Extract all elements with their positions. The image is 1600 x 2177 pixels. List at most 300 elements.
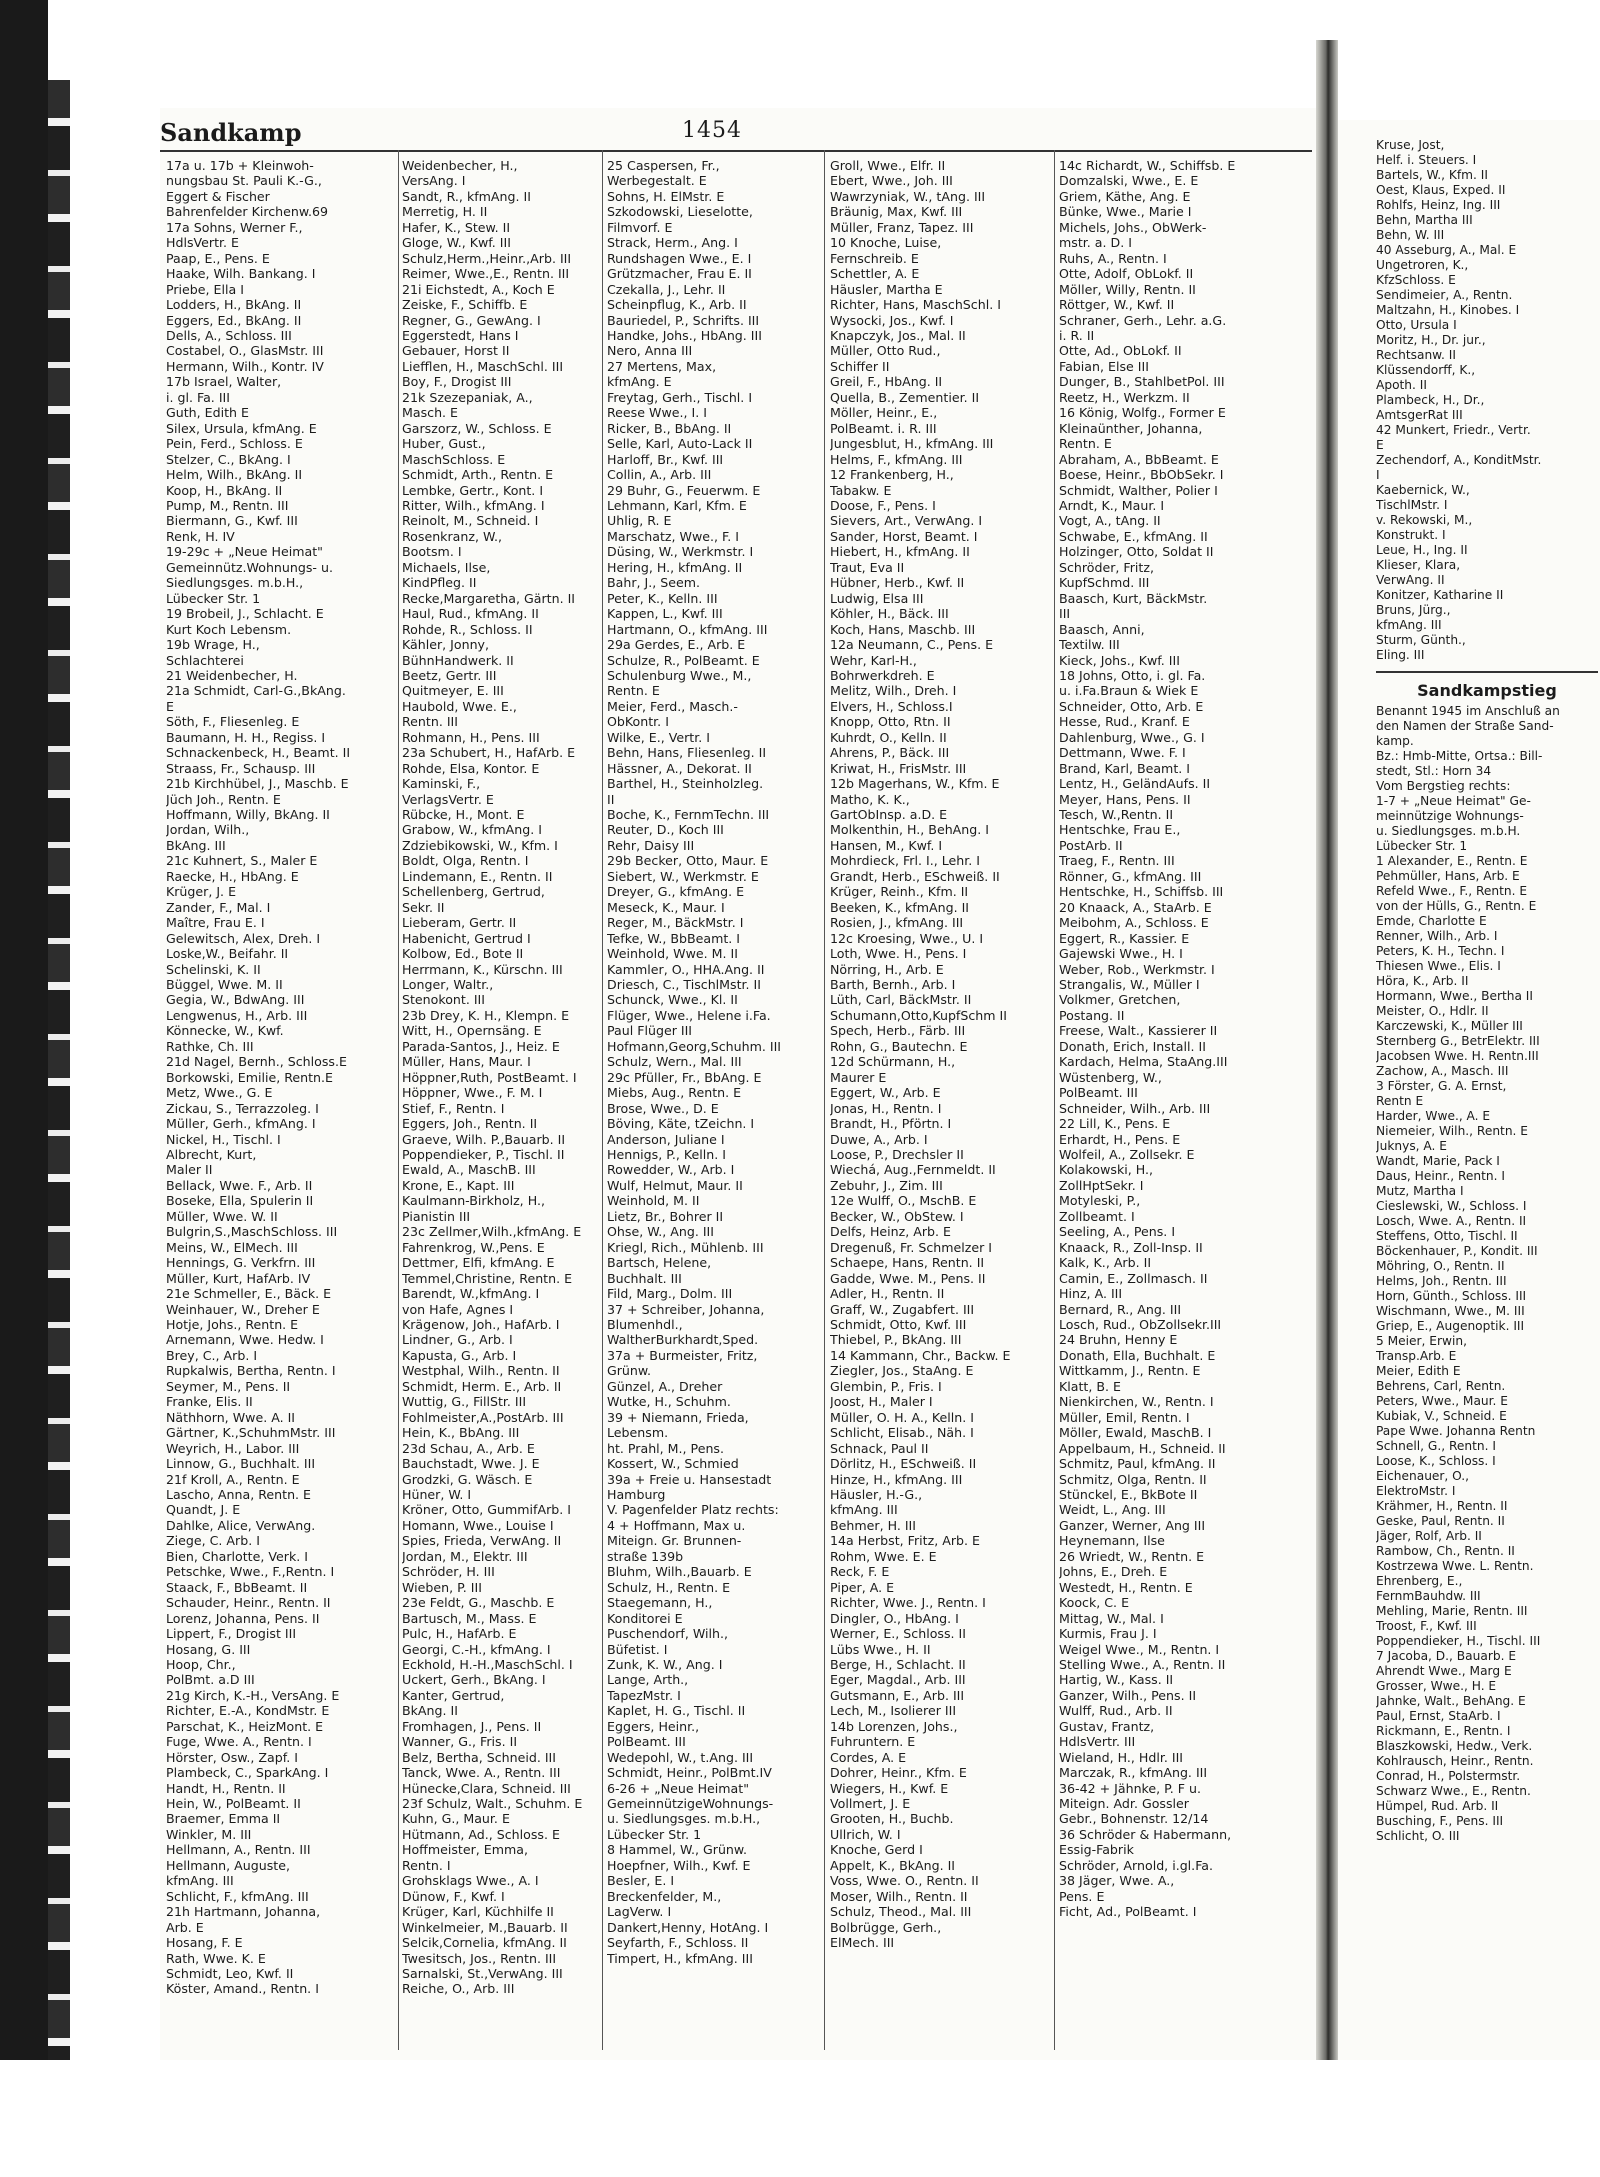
directory-entry: Weidt, L., Ang. III	[1059, 1502, 1166, 1518]
directory-entry: Behrens, Carl, Rentn.	[1376, 1379, 1506, 1393]
directory-entry: Michaels, Ilse,	[402, 559, 491, 575]
directory-entry: Meseck, K., Maur. I	[607, 899, 725, 915]
directory-entry: Eggers, Joh., Rentn. II	[402, 1116, 538, 1132]
directory-entry: 40 Asseburg, A., Mal. E	[1376, 243, 1517, 257]
directory-entry: Könnecke, W., Kwf.	[166, 1023, 284, 1039]
directory-entry: Ganzer, Wilh., Pens. II	[1059, 1687, 1197, 1703]
directory-entry: Hiebert, H., kfmAng. II	[830, 544, 970, 560]
directory-entry: 29a Gerdes, E., Arb. E	[607, 637, 746, 653]
street-title: Sandkamp	[160, 118, 302, 147]
directory-entry: Strack, Herm., Ang. I	[607, 235, 738, 251]
directory-entry: Uckert, Gerh., BkAng. I	[402, 1672, 546, 1688]
directory-entry: 19 Brobeil, J., Schlacht. E	[166, 606, 324, 622]
directory-entry: Seymer, M., Pens. II	[166, 1378, 291, 1394]
directory-entry: Böving, Käte, tZeichn. I	[607, 1116, 755, 1132]
directory-entry: Hünecke,Clara, Schneid. III	[402, 1780, 571, 1796]
directory-entry: Gloge, W., Kwf. III	[402, 235, 511, 251]
directory-entry: I	[1376, 468, 1380, 482]
directory-entry: Nienkirchen, W., Rentn. I	[1059, 1394, 1214, 1410]
directory-entry: Wawrzyniak, W., tAng. III	[830, 188, 986, 204]
directory-entry: Koock, C. E	[1059, 1595, 1130, 1611]
directory-entry: KindPfleg. II	[402, 575, 477, 591]
directory-entry: Gebauer, Horst II	[402, 343, 510, 359]
directory-entry: Dankert,Henny, HotAng. I	[607, 1919, 769, 1935]
directory-entry: Otto, Ursula I	[1376, 318, 1457, 332]
directory-entry: Schulz, Wern., Mal. III	[607, 1054, 742, 1070]
directory-entry: Lodders, H., BkAng. II	[166, 297, 302, 313]
directory-entry: Hellmann, Auguste,	[166, 1857, 290, 1873]
directory-entry: Poppendieker, H., Tischl. III	[1376, 1634, 1541, 1648]
directory-entry: Hermann, Wilh., Kontr. IV	[166, 358, 324, 374]
directory-entry: Stenokont. III	[402, 992, 485, 1008]
directory-entry: Schröder, Arnold, i.gl.Fa.	[1059, 1857, 1213, 1873]
directory-entry: Lentz, H., GeländAufs. II	[1059, 776, 1211, 792]
directory-entry: Busching, F., Pens. III	[1376, 1814, 1504, 1828]
directory-entry: Rosien, J., kfmAng. III	[830, 915, 964, 931]
directory-entry: Konitzer, Katharine II	[1376, 588, 1504, 602]
directory-entry: Lindner, G., Arb. I	[402, 1332, 513, 1348]
directory-entry: Blaszkowski, Hedw., Verk.	[1376, 1739, 1533, 1753]
directory-entry: Meins, W., ElMech. III	[166, 1239, 298, 1255]
directory-entry: Jordan, Wilh.,	[166, 822, 250, 838]
directory-entry: Essig-Fabrik	[1059, 1842, 1134, 1858]
directory-entry: Puschendorf, Wilh.,	[607, 1626, 729, 1642]
directory-entry: Rehr, Daisy III	[607, 837, 695, 853]
directory-entry: Hennings, G. Verkfrn. III	[166, 1255, 316, 1271]
directory-entry: 6-26 + „Neue Heimat"	[607, 1780, 749, 1796]
directory-entry: Haubold, Wwe. E.,	[402, 698, 517, 714]
directory-entry: Quella, B., Zementier. II	[830, 389, 980, 405]
directory-entry: Melitz, Wilh., Dreh. I	[830, 683, 957, 699]
directory-entry: Bünke, Wwe., Marie I	[1059, 204, 1192, 220]
directory-entry: Ricker, B., BbAng. II	[607, 420, 732, 436]
directory-entry: Wieben, P. III	[402, 1579, 482, 1595]
directory-entry: Metz, Wwe., G. E	[166, 1085, 273, 1101]
directory-entry: Hinze, H., kfmAng. III	[830, 1471, 963, 1487]
directory-entry: Filmvorf. E	[607, 219, 673, 235]
directory-entry: Franke, Elis. II	[166, 1394, 253, 1410]
directory-entry: Häusler, Martha E	[830, 281, 943, 297]
directory-entry: Selcik,Cornelia, kfmAng. II	[402, 1935, 567, 1951]
directory-entry: Paul, Ernst, StaArb. I	[1376, 1709, 1501, 1723]
directory-entry: Tesch, W.,Rentn. II	[1059, 807, 1174, 823]
directory-entry: Wulff, Rud., Arb. II	[1059, 1703, 1173, 1719]
directory-entry: Garszorz, W., Schloss. E	[402, 420, 552, 436]
directory-entry: Dells, A., Schloss. III	[166, 327, 292, 343]
directory-entry: Sendimeier, A., Rentn.	[1376, 288, 1513, 302]
directory-entry: 21d Nagel, Bernh., Schloss.E	[166, 1054, 347, 1070]
directory-entry: Rentn. III	[402, 714, 458, 730]
directory-entry: kfmAng. III	[1376, 618, 1442, 632]
directory-entry: Greil, F., HbAng. II	[830, 374, 943, 390]
directory-entry: Vogt, A., tAng. II	[1059, 513, 1161, 529]
directory-entry: Rentn. I	[402, 1857, 451, 1873]
directory-entry: 12b Magerhans, W., Kfm. E	[830, 776, 1000, 792]
directory-entry: Höppner,Ruth, PostBeamt. I	[402, 1069, 577, 1085]
directory-entry: Söth, F., Fliesenleg. E	[166, 714, 300, 730]
directory-entry: 23a Schubert, H., HafArb. E	[402, 745, 576, 761]
directory-entry: 25 Caspersen, Fr.,	[607, 158, 720, 173]
directory-entry: Schunck, Wwe., Kl. II	[607, 992, 738, 1008]
directory-entry: Eggerstedt, Hans I	[402, 327, 519, 343]
directory-entry: 8 Hammel, W., Grünw.	[607, 1842, 748, 1858]
directory-entry: Pianistin III	[402, 1208, 471, 1224]
directory-entry: Hansen, M., Kwf. I	[830, 837, 943, 853]
directory-entry: PolBeamt. i. R. III	[830, 420, 937, 436]
directory-entry: Bulgrin,S.,MaschSchloss. III	[166, 1224, 338, 1240]
directory-entry: Donath, Erich, Install. II	[1059, 1038, 1206, 1054]
directory-entry: Müller, Kurt, HafArb. IV	[166, 1270, 311, 1286]
column-divider	[602, 150, 603, 2050]
directory-entry: Richter, Wwe. J., Rentn. I	[830, 1595, 986, 1611]
directory-entry: Sekr. II	[402, 899, 445, 915]
directory-entry: Schelinski, K. II	[166, 961, 261, 977]
directory-entry: Bolbrügge, Gerh.,	[830, 1919, 942, 1935]
directory-entry: 12c Kroesing, Wwe., U. I	[830, 930, 984, 946]
directory-entry: Zachow, A., Masch. III	[1376, 1064, 1509, 1078]
directory-entry: Hellmann, A., Rentn. III	[166, 1842, 311, 1858]
directory-entry: Parschat, K., HeizMont. E	[166, 1718, 324, 1734]
directory-entry: Apoth. II	[1376, 378, 1427, 392]
directory-entry: Masch. E	[402, 405, 459, 421]
directory-entry: Ritter, Wilh., kfmAng. I	[402, 497, 545, 513]
directory-entry: Mutz, Martha I	[1376, 1184, 1464, 1198]
directory-entry: Pein, Ferd., Schloss. E	[166, 436, 303, 452]
directory-entry: Baumann, H. H., Regiss. I	[166, 729, 326, 745]
directory-entry: ZollHptSekr. I	[1059, 1177, 1144, 1193]
directory-entry: Tanck, Wwe. A., Rentn. III	[402, 1765, 561, 1781]
directory-entry: Schulze, R., PolBeamt. E	[607, 652, 760, 668]
directory-entry: Moser, Wilh., Rentn. II	[830, 1888, 968, 1904]
directory-entry: Haul, Rud., kfmAng. II	[402, 606, 539, 622]
directory-entry: Boseke, Ella, Spulerin II	[166, 1193, 314, 1209]
directory-entry: Lübecker Str. 1	[607, 1826, 702, 1842]
directory-entry: Molkenthin, H., BehAng. I	[830, 822, 989, 838]
directory-entry: PolBeamt. III	[1059, 1085, 1138, 1101]
directory-entry: Wilke, E., Vertr. I	[607, 729, 710, 745]
directory-entry: Harloff, Br., Kwf. III	[607, 451, 724, 467]
directory-entry: Heynemann, Ilse	[1059, 1533, 1165, 1549]
directory-entry: Pape Wwe. Johanna Rentn	[1376, 1424, 1536, 1438]
directory-entry: i. gl. Fa. III	[166, 389, 230, 405]
directory-entry: 21f Kroll, A., Rentn. E	[166, 1471, 300, 1487]
directory-entry: VersAng. I	[402, 173, 466, 189]
directory-entry: Anderson, Juliane I	[607, 1131, 725, 1147]
directory-entry: Schlachterei	[166, 652, 244, 668]
directory-entry: Priebe, Ella I	[166, 281, 244, 297]
directory-entry: Dettmann, Wwe. F. I	[1059, 745, 1186, 761]
directory-entry: Klatt, B. E	[1059, 1378, 1121, 1394]
directory-entry: Tefke, W., BbBeamt. I	[607, 930, 741, 946]
directory-entry: Möller, Heinr., E.,	[830, 405, 938, 421]
directory-entry: Häusler, H.-G.,	[830, 1486, 923, 1502]
directory-entry: Sander, Horst, Beamt. I	[830, 528, 978, 544]
directory-entry: 23f Schulz, Walt., Schuhm. E	[402, 1796, 583, 1812]
directory-entry: Rundshagen Wwe., E. I	[607, 250, 752, 266]
directory-entry: Linnow, G., Buchhalt. III	[166, 1456, 316, 1472]
directory-entry: Ludwig, Elsa III	[830, 590, 924, 606]
directory-entry: Schnackenbeck, H., Beamt. II	[166, 745, 351, 761]
section-heading: Sandkampstieg	[1376, 671, 1598, 698]
directory-entry: Koop, H., BkAng. II	[166, 482, 283, 498]
directory-entry: Winkler, M. III	[166, 1826, 252, 1842]
directory-entry: Daus, Heinr., Rentn. I	[1376, 1169, 1505, 1183]
directory-entry: Lorenz, Johanna, Pens. II	[166, 1610, 320, 1626]
directory-entry: Adler, H., Rentn. II	[830, 1286, 945, 1302]
directory-entry: Rowedder, W., Arb. I	[607, 1162, 735, 1178]
directory-entry: Gelewitsch, Alex, Dreh. I	[166, 930, 321, 946]
directory-entry: Müller, Wwe. W. II	[166, 1208, 278, 1224]
directory-entry: Parada-Santos, J., Heiz. E	[402, 1038, 560, 1054]
page-header	[160, 118, 1320, 152]
directory-entry: Ahrens, P., Bäck. III	[830, 745, 950, 761]
directory-entry: Kossert, W., Schmied	[607, 1456, 739, 1472]
directory-entry: Näthhorn, Wwe. A. II	[166, 1409, 296, 1425]
directory-entry: Gutsmann, E., Arb. III	[830, 1687, 965, 1703]
directory-entry: Steffens, Otto, Tischl. II	[1376, 1229, 1518, 1243]
directory-entry: Fahrenkrog, W.,Pens. E	[402, 1239, 545, 1255]
directory-entry: Kolakowski, H.,	[1059, 1162, 1154, 1178]
directory-entry: Oest, Klaus, Exped. II	[1376, 183, 1506, 197]
directory-entry: Michels, Johs., ObWerk-	[1059, 219, 1207, 235]
directory-entry: Niemeier, Wilh., Rentn. E	[1376, 1124, 1529, 1138]
directory-entry: Eggers, Heinr.,	[607, 1718, 700, 1734]
directory-entry: Boche, K., FernmTechn. III	[607, 807, 770, 823]
directory-entry: Maître, Frau E. I	[166, 915, 265, 931]
directory-entry: Dingler, O., HbAng. I	[830, 1610, 959, 1626]
directory-entry: den Namen der Straße Sand-	[1376, 719, 1554, 733]
directory-entry: Traut, Eva II	[830, 559, 905, 575]
directory-entry: 17b Israel, Walter,	[166, 374, 282, 390]
directory-entry: Köhler, H., Bäck. III	[830, 606, 949, 622]
directory-entry: LagVerw. I	[607, 1904, 672, 1920]
directory-entry: Gemeinnütz.Wohnungs- u.	[166, 559, 333, 575]
directory-entry: Hein, W., PolBeamt. II	[166, 1796, 301, 1812]
directory-entry: Schröder, Fritz,	[1059, 559, 1154, 575]
directory-entry: kfmAng. III	[830, 1502, 898, 1518]
directory-entry: Fohlmeister,A.,PostArb. III	[402, 1409, 564, 1425]
directory-entry: kamp.	[1376, 734, 1414, 748]
directory-entry: Conrad, H., Polstermstr.	[1376, 1769, 1521, 1783]
directory-entry: Günzel, A., Dreher	[607, 1378, 723, 1394]
directory-entry: Dünow, F., Kwf. I	[402, 1888, 505, 1904]
directory-entry: 39 + Niemann, Frieda,	[607, 1409, 749, 1425]
directory-entry: Lengwenus, H., Arb. III	[166, 1007, 308, 1023]
directory-entry: Lange, Arth.,	[607, 1672, 689, 1688]
directory-entry: Scheinpflug, K., Arb. II	[607, 297, 747, 313]
directory-entry: Krüger, Karl, Küchhilfe II	[402, 1904, 554, 1920]
directory-entry: Bernard, R., Ang. III	[1059, 1301, 1182, 1317]
column-divider	[398, 150, 399, 2050]
directory-entry: Wüstenberg, W.,	[1059, 1069, 1162, 1085]
directory-entry: Bootsm. I	[402, 544, 462, 560]
directory-entry: Zechendorf, A., KonditMstr.	[1376, 453, 1542, 467]
directory-entry: Kähler, Jonny,	[402, 637, 490, 653]
directory-entry: Hübner, Herb., Kwf. II	[830, 575, 965, 591]
directory-entry: KupfSchmd. III	[1059, 575, 1150, 591]
directory-entry: Staegemann, H.,	[607, 1595, 713, 1611]
directory-entry: 5 Meier, Erwin,	[1376, 1334, 1467, 1348]
directory-entry: Collin, A., Arb. III	[607, 467, 712, 483]
directory-entry: Postang. II	[1059, 1007, 1125, 1023]
directory-entry: Rohde, Elsa, Kontor. E	[402, 760, 540, 776]
directory-entry: Camin, E., Zollmasch. II	[1059, 1270, 1208, 1286]
directory-entry: Richter, Hans, MaschSchl. I	[830, 297, 1001, 313]
directory-entry: Czekalla, J., Lehr. II	[607, 281, 726, 297]
directory-entry: 14b Lorenzen, Johs.,	[830, 1718, 958, 1734]
directory-entry: Bartels, W., Kfm. II	[1376, 168, 1488, 182]
directory-entry: Ehrenberg, E.,	[1376, 1574, 1463, 1588]
directory-entry: Matho, K. K.,	[830, 791, 910, 807]
directory-entry: Georgi, C.-H., kfmAng. I	[402, 1641, 551, 1657]
directory-entry: Ebert, Wwe., Joh. III	[830, 173, 953, 189]
directory-entry: Gadde, Wwe. M., Pens. II	[830, 1270, 986, 1286]
directory-entry: Wieland, H., Hdlr. III	[1059, 1749, 1184, 1765]
directory-entry: Wulf, Helmut, Maur. II	[607, 1177, 743, 1193]
directory-entry: Lehmann, Karl, Kfm. E	[607, 497, 747, 513]
directory-entry: Loske,W., Beifahr. II	[166, 946, 289, 962]
directory-entry: Miebs, Aug., Rentn. E	[607, 1085, 742, 1101]
directory-entry: Weinhold, Wwe. M. II	[607, 946, 738, 962]
directory-entry: Griem, Käthe, Ang. E	[1059, 188, 1191, 204]
directory-entry: Quandt, J. E	[166, 1502, 241, 1518]
directory-entry: 21b Kirchhübel, J., Maschb. E	[166, 776, 349, 792]
directory-entry: 14c Richardt, W., Schiffsb. E	[1059, 158, 1236, 173]
directory-entry: Vom Bergstieg rechts:	[1376, 779, 1511, 793]
directory-entry: Biermann, G., Kwf. III	[166, 513, 298, 529]
directory-entry: Hormann, Wwe., Bertha II	[1376, 989, 1533, 1003]
directory-entry: Hümpel, Rud. Arb. II	[1376, 1799, 1499, 1813]
directory-entry: Maltzahn, H., Kinobes. I	[1376, 303, 1520, 317]
directory-entry: Freytag, Gerh., Tischl. I	[607, 389, 753, 405]
directory-entry: Elvers, H., Schloss.I	[830, 698, 953, 714]
directory-entry: Tabakw. E	[830, 482, 892, 498]
directory-entry: Knoche, Gerd I	[830, 1842, 923, 1858]
directory-entry: Peter, K., Kelln. III	[607, 590, 718, 606]
directory-entry: Gustav, Frantz,	[1059, 1718, 1155, 1734]
directory-entry: Spech, Herb., Färb. III	[830, 1023, 966, 1039]
directory-entry: Eger, Magdal., Arb. III	[830, 1672, 966, 1688]
directory-entry: Volkmer, Gretchen,	[1059, 992, 1181, 1008]
directory-entry: Maler II	[166, 1162, 213, 1178]
directory-entry: Böckenhauer, P., Kondit. III	[1376, 1244, 1538, 1258]
directory-entry: Recke,Margaretha, Gärtn. II	[402, 590, 576, 606]
directory-entry: Rentn E	[1376, 1094, 1424, 1108]
directory-entry: u. Siedlungsges. m.b.H.	[1376, 824, 1521, 838]
directory-entry: ElMech. III	[830, 1935, 895, 1951]
directory-entry: 21a Schmidt, Carl-G.,BkAng.	[166, 683, 346, 699]
directory-entry: Dohrer, Heinr., Kfm. E	[830, 1765, 967, 1781]
directory-entry: Doose, F., Pens. I	[830, 497, 936, 513]
directory-entry: Kurt Koch Lebensm.	[166, 621, 292, 637]
directory-entry: Schlicht, O. III	[1376, 1829, 1460, 1843]
directory-entry: 21h Hartmann, Johanna,	[166, 1904, 321, 1920]
directory-entry: Lietz, Br., Bohrer II	[607, 1208, 724, 1224]
directory-entry: Krüger, Reinh., Kfm. II	[830, 884, 969, 900]
directory-entry: Glembin, P., Fris. I	[830, 1378, 942, 1394]
directory-entry: Seeling, A., Pens. I	[1059, 1224, 1176, 1240]
directory-entry: Hamburg	[607, 1486, 666, 1502]
directory-entry: Dregenuß, Fr. Schmelzer I	[830, 1239, 993, 1255]
directory-entry: Weyrich, H., Labor. III	[166, 1440, 300, 1456]
directory-entry: Wittkamm, J., Rentn. E	[1059, 1363, 1201, 1379]
directory-entry: Donath, Ella, Buchhalt. E	[1059, 1347, 1216, 1363]
directory-entry: 12e Wulff, O., MschB. E	[830, 1193, 977, 1209]
directory-entry: Lembke, Gertr., Kont. I	[402, 482, 544, 498]
directory-entry: Rohm, Wwe. E. E	[830, 1548, 937, 1564]
directory-entry: Kuhrdt, O., Kelln. II	[830, 729, 947, 745]
directory-entry: Reuter, D., Koch III	[607, 822, 724, 838]
directory-entry: Wischmann, Wwe., M. III	[1376, 1304, 1525, 1318]
directory-entry: Wiechá, Aug.,Fernmeldt. II	[830, 1162, 996, 1178]
directory-entry: Bluhm, Wilh.,Bauarb. E	[607, 1564, 752, 1580]
directory-entry: Grünw.	[607, 1363, 652, 1379]
directory-entry: 23c Zellmer,Wilh.,kfmAng. E	[402, 1224, 582, 1240]
directory-entry: Fild, Marg., Dolm. III	[607, 1286, 733, 1302]
directory-entry: Delfs, Heinz, Arb. E	[830, 1224, 952, 1240]
directory-entry: Meier, Edith E	[1376, 1364, 1461, 1378]
directory-entry: Düsing, W., Werkmstr. I	[607, 544, 754, 560]
directory-entry: kfmAng. III	[166, 1873, 234, 1889]
directory-entry: Zickau, S., Terrazzoleg. I	[166, 1100, 319, 1116]
directory-entry: 1-7 + „Neue Heimat" Ge-	[1376, 794, 1531, 808]
directory-entry: BühnHandwerk. II	[402, 652, 514, 668]
directory-entry: Schmidt, Leo, Kwf. II	[166, 1966, 294, 1982]
directory-entry: Meibohm, A., Schloss. E	[1059, 915, 1209, 931]
directory-entry: Helms, Joh., Rentn. III	[1376, 1274, 1507, 1288]
directory-entry: Thiebel, P., BkAng. III	[830, 1332, 962, 1348]
directory-entry: 4 + Hoffmann, Max u.	[607, 1517, 746, 1533]
directory-entry: Kieck, Johs., Kwf. III	[1059, 652, 1180, 668]
directory-entry: Peters, K. H., Techn. I	[1376, 944, 1505, 958]
directory-entry: straße 139b	[607, 1548, 684, 1564]
directory-entry: Schmidt, Walther, Polier I	[1059, 482, 1218, 498]
directory-entry: Zeiske, F., Schiffb. E	[402, 297, 528, 313]
directory-entry: Schmitz, Olga, Rentn. II	[1059, 1471, 1207, 1487]
directory-entry: Bien, Charlotte, Verk. I	[166, 1548, 308, 1564]
directory-entry: Dunger, B., StahlbetPol. III	[1059, 374, 1225, 390]
directory-column-3	[607, 158, 819, 2038]
directory-entry: Eggert, W., Arb. E	[830, 1085, 941, 1101]
directory-entry: Wolfeil, A., Zollsekr. E	[1059, 1147, 1195, 1162]
directory-entry: KfzSchloss. E	[1376, 273, 1456, 287]
directory-entry: Rathke, Ch. III	[166, 1038, 254, 1054]
directory-entry: Kostrzewa Wwe. L. Rentn.	[1376, 1559, 1534, 1573]
directory-entry: Karczewski, K., Müller III	[1376, 1019, 1523, 1033]
directory-entry: Schneider, Wilh., Arb. III	[1059, 1100, 1211, 1116]
directory-entry: Leue, H., Ing. II	[1376, 543, 1468, 557]
directory-entry: Ziegler, Jos., StaAng. E	[830, 1363, 974, 1379]
book-gutter	[1316, 40, 1338, 2060]
directory-entry: Sturm, Günth.,	[1376, 633, 1466, 647]
directory-entry: Borkowski, Emilie, Rentn.E	[166, 1069, 334, 1085]
directory-entry: PolBmt. a.D III	[166, 1672, 255, 1688]
directory-entry: 39a + Freie u. Hansestadt	[607, 1471, 772, 1487]
directory-entry: VerlagsVertr. E	[402, 791, 494, 807]
directory-entry: Siebert, W., Werkmstr. E	[607, 868, 759, 884]
directory-entry: Erhardt, H., Pens. E	[1059, 1131, 1181, 1147]
directory-entry: Mehling, Marie, Rentn. III	[1376, 1604, 1528, 1618]
directory-entry: Appelbaum, H., Schneid. II	[1059, 1440, 1226, 1456]
directory-entry: Ungetroren, K.,	[1376, 258, 1469, 272]
directory-entry: Reetz, H., Werkzm. II	[1059, 389, 1190, 405]
directory-entry: Kruse, Jost,	[1376, 138, 1445, 152]
directory-entry: Boese, Heinr., BbObSekr. I	[1059, 467, 1224, 483]
directory-entry: Zollbeamt. I	[1059, 1208, 1135, 1224]
directory-entry: Otte, Adolf, ObLokf. II	[1059, 266, 1194, 282]
directory-entry: Baasch, Kurt, BäckMstr.	[1059, 590, 1208, 606]
directory-entry: Reck, F. E	[830, 1564, 890, 1580]
